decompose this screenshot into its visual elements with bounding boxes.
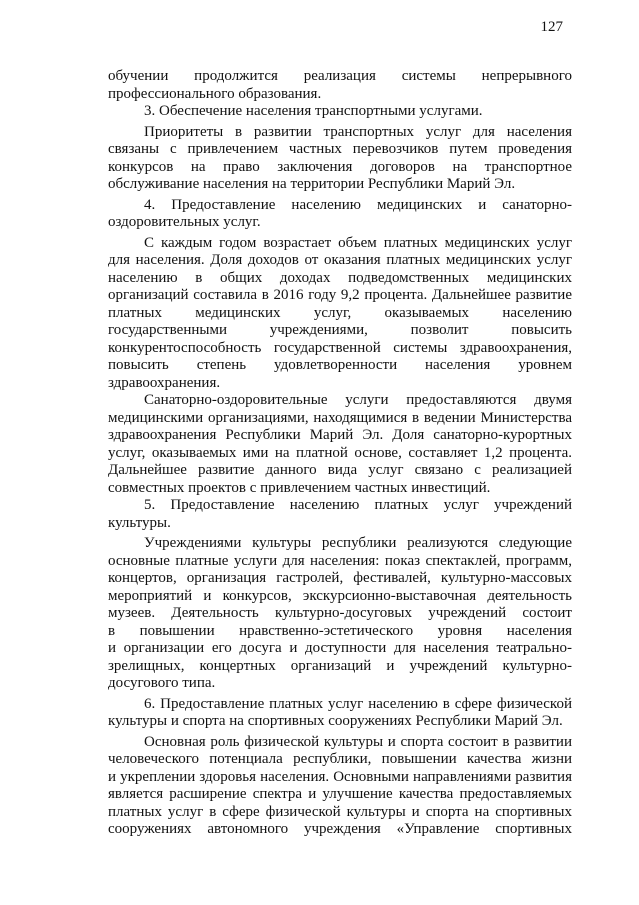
body-line: основные платные услуги для населения: показ спектаклей, программ,: [108, 552, 572, 569]
section-heading: 5. Предоставление населению платных услуг учреждений: [144, 497, 572, 513]
body-line: платных услуг в сфере физической культуры и спорта на спортивных: [108, 803, 572, 820]
body-line: сооружениях автономного учреждения «Управление спортивных: [108, 821, 572, 837]
body-line: обучении продолжится реализация системы непрерывного: [108, 68, 572, 84]
body-line: зрелищных, концертных организаций и учреждений культурно-: [108, 657, 572, 674]
body-line: повысить степень удовлетворенности населения уровнем: [108, 357, 572, 373]
page-number: 127: [540, 19, 563, 35]
section-heading: 4. Предоставление населению медицинских и санаторно-: [144, 196, 572, 213]
body-line: концертов, организация гастролей, фестивалей, культурно-массовых: [108, 570, 572, 586]
body-line: здравоохранения Республики Марий Эл. Доля санаторно-курортных: [108, 427, 572, 443]
body-line: конкурсов на право заключения договоров на транспортное: [108, 158, 572, 175]
body-line: и укреплении здоровья населения. Основными направлениями развития: [108, 768, 572, 785]
body-line: мероприятий и конкурсов, экскурсионно-выставочная деятельность: [108, 587, 572, 604]
body-line: платных медицинских услуг, оказываемых населению: [108, 304, 572, 321]
body-line: Приоритеты в развитии транспортных услуг для населения: [144, 123, 572, 140]
body-line: для населения. Доля доходов от оказания платных медицинских услуг: [108, 252, 572, 268]
section-heading: 6. Предоставление платных услуг населению в сфере физической: [144, 695, 572, 712]
body-line: досугового типа.: [108, 675, 216, 691]
document-body: [108, 68, 572, 839]
body-line: населению в общих доходах подведомственных медицинских: [108, 269, 572, 286]
section-heading: 3. Обеспечение населения транспортными услугами.: [144, 103, 483, 119]
body-line: музеев. Деятельность культурно-досуговых учреждений состоит: [108, 605, 572, 621]
body-line: в повышении нравственно-эстетического уровня населения: [108, 622, 572, 639]
body-line: и организации его досуга и доступности для населения театрально-: [108, 640, 572, 656]
body-line: является расширение спектра и улучшение качества предоставляемых: [108, 786, 572, 802]
body-line: здравоохранения.: [108, 374, 221, 391]
section-heading: оздоровительных услуг.: [108, 214, 261, 230]
body-line: конкурентоспособность государственной системы здравоохранения,: [108, 339, 572, 356]
body-line: услуг, оказываемых ими на платной основе, составляет 1,2 процента.: [108, 444, 572, 461]
body-line: человеческого потенциала республики, повышении качества жизни: [108, 751, 572, 767]
body-line: совместных проектов с привлечением частных инвестиций.: [108, 479, 491, 496]
body-line: связаны с привлечением частных перевозчиков путем проведения: [108, 141, 572, 157]
body-line: Учреждениями культуры республики реализуются следующие: [144, 535, 572, 551]
body-line: медицинскими организациями, находящимися в ведении Министерства: [108, 409, 572, 426]
body-line: Дальнейшее развитие данного вида услуг связано с реализацией: [108, 462, 572, 478]
body-line: организаций составила в 2016 году 9,2 процента. Дальнейшее развитие: [108, 287, 572, 303]
section-heading: культуры.: [108, 514, 171, 531]
body-line: обслуживание населения на территории Республики Марий Эл.: [108, 176, 516, 192]
body-line: С каждым годом возрастает объем платных медицинских услуг: [144, 234, 572, 251]
body-line: Санаторно-оздоровительные услуги предоставляются двумя: [144, 392, 572, 408]
body-line: профессионального образования.: [108, 85, 322, 102]
body-line: Основная роль физической культуры и спорта состоит в развитии: [144, 733, 572, 750]
section-heading: культуры и спорта на спортивных сооружениях Республики Марий Эл.: [108, 713, 563, 729]
body-line: государственными учреждениями, позволит повысить: [108, 322, 572, 338]
